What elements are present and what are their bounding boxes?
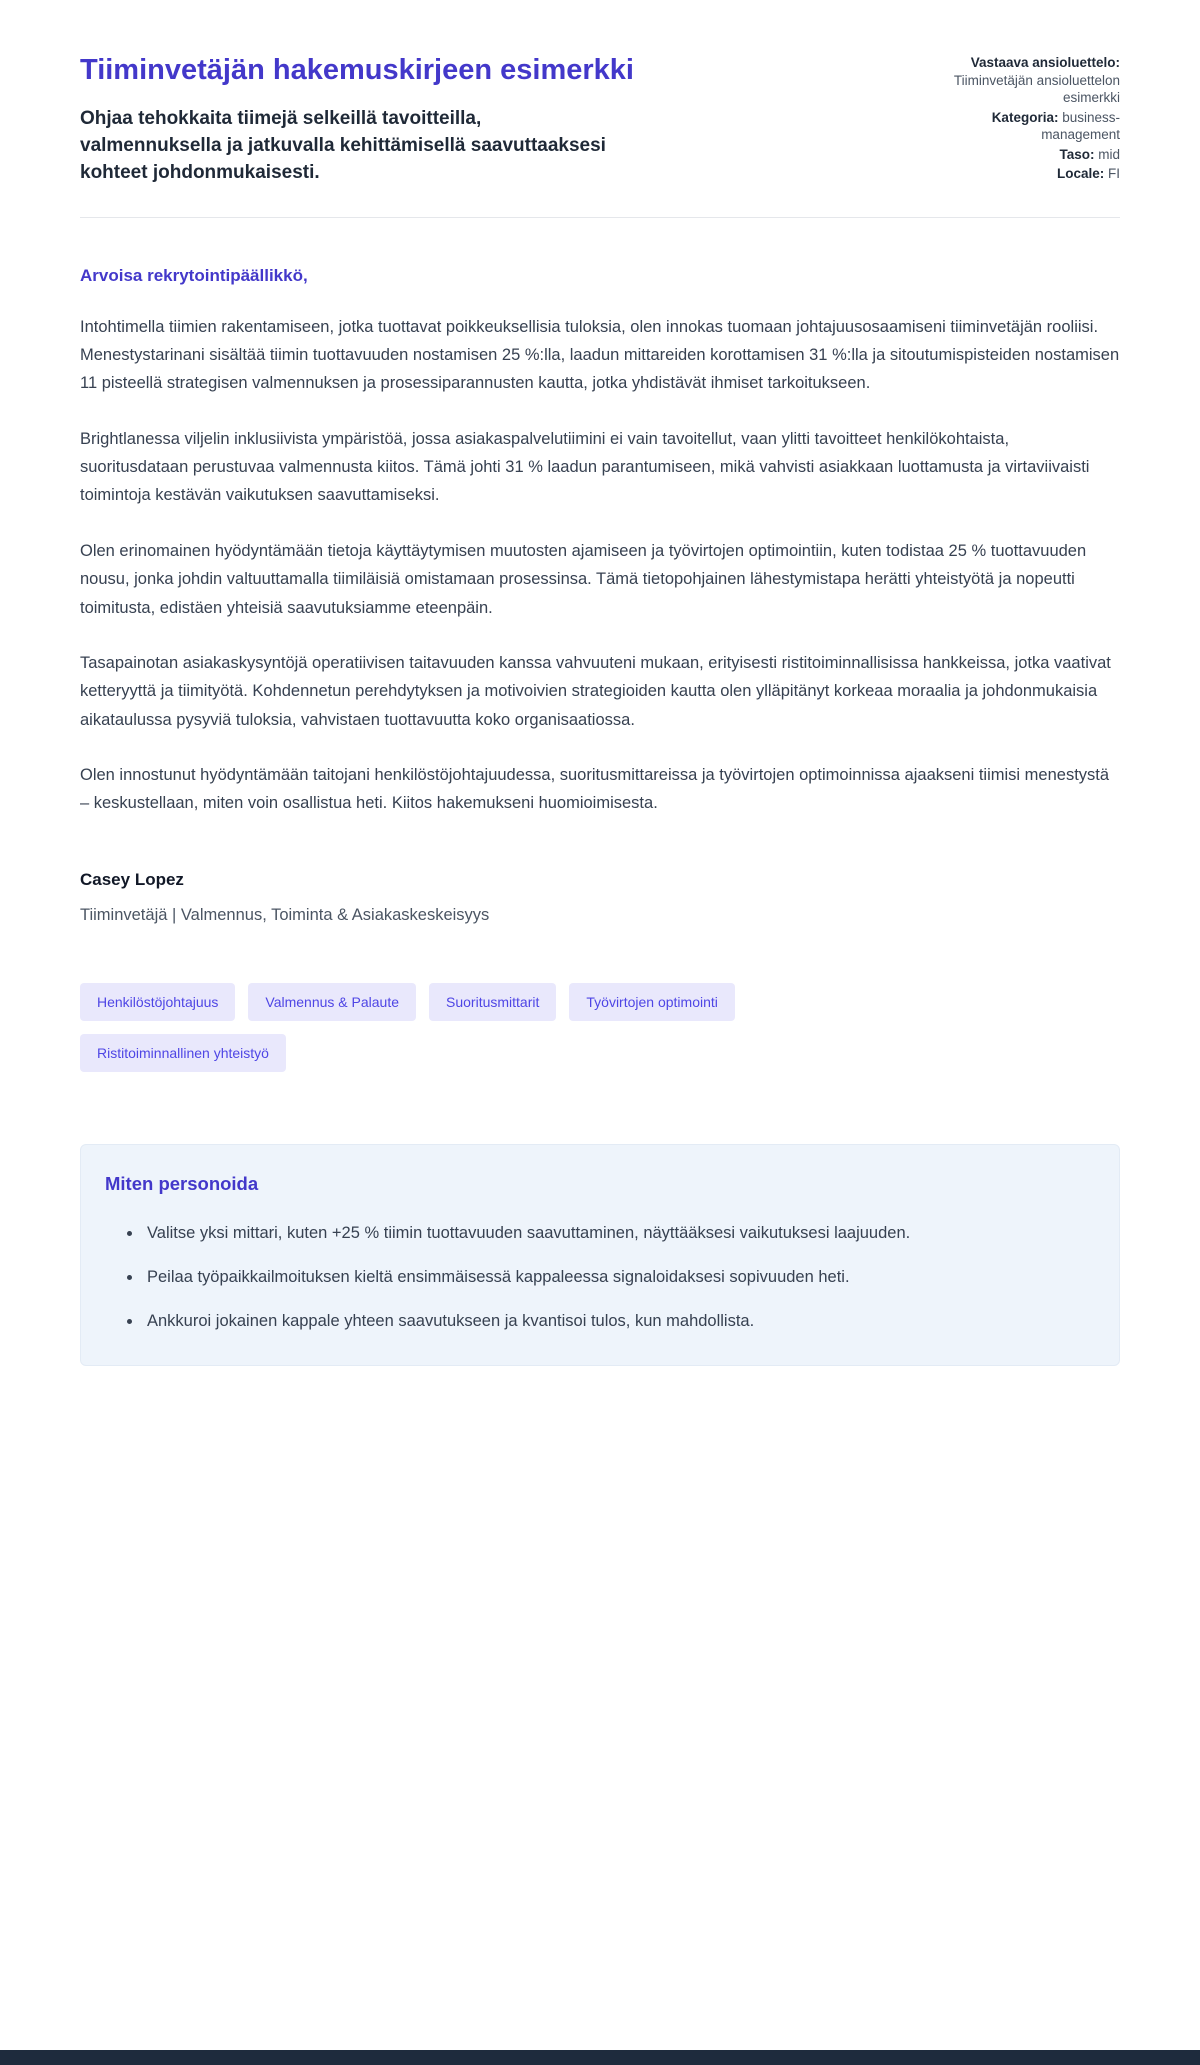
meta-item-level [920,146,1120,164]
meta-label: Locale: [1056,166,1105,182]
tag-chip: Ristitoiminnallinen yhteistyö [80,1034,286,1072]
tag-chip: Suoritusmittarit [429,983,556,1021]
letter-paragraph: Tasapainotan asiakaskysyntöjä operatiivisen taitavuuden kanssa vahvuuteni mukaan, erityisesti ristitoiminnallisissa hankkeissa, jotka vaativat ketteryyttä ja tiimityötä. Kohdennetun perehdytyksen ja motivoivien strategioiden kautta olen ylläpitänyt korkeaa moraalia ja johdonmukaisia aikataulussa pysyviä tuloksia, vahvistaen tuottavuutta koko organisaatiossa. [80,653,1111,729]
letter-paragraph: Olen innostunut hyödyntämään taitojani henkilöstöjohtajuudessa, suoritusmittareissa ja työvirtojen optimoinnissa ajaakseni tiimisi menestystä – keskustellaan, miten voin osallistua heti. Kiitos hakemukseni huomioimisesta. [80,766,1110,813]
tag-chip: Henkilöstöjohtajuus [80,983,235,1021]
page-container [80,0,1120,1366]
tag-chip: Valmennus & Palaute [248,983,416,1021]
tag-chip: Työvirtojen optimointi [569,983,735,1021]
letter-paragraph: Olen erinomainen hyödyntämään tietoja käyttäytymisen muutosten ajamiseen ja työvirtojen optimointiin, kuten todistaa 25 % tuottavuuden nousu, jonka johdin valtuuttamalla tiimiläisiä omistamaan prosessinsa. Tämä tietopohjainen lähestymistapa herätti yhteistyötä ja nopeutti toimitusta, edistäen yhteisiä saavutuksiamme eteenpäin. [80,541,1087,617]
letter-greeting: Arvoisa rekrytointipäällikkö, [80,265,308,285]
meta-label: Kategoria: [991,109,1059,125]
letter-paragraph: Brightlanessa viljelin inklusiivista ympäristöä, jossa asiakaspalvelutiimini ei vain tavoitellut, vaan ylitti tavoitteet henkilökohtaista, suoritusdataan perustuvaa valmennusta kiitos. Tämä johti 31 % laadun parantumiseen, mikä vahvisti asiakkaan luottamusta ja virtaviivaisti toimintoja kestävän vaikutuksen saavuttamiseksi. [80,429,1090,505]
tips-list [105,1219,1089,1335]
header-left [80,52,634,187]
signature-name: Casey Lopez [80,869,184,889]
header [80,52,1120,187]
meta-value: Tiiminvetäjän ansioluettelon esimerkki [953,72,1120,106]
letter-paragraph: Intohtimella tiimien rakentamiseen, jotka tuottavat poikkeuksellisia tuloksia, olen innokas tuomaan johtajuusosaamiseni tiiminvetäjän rooliisi. Menestystarinani sisältää tiimin tuottavuuden nostamisen 25 %:lla, laadun mittareiden korottamisen 31 %:lla ja sitoutumispisteiden nostamisen 11 pisteellä strategisen valmennuksen ja prosessiparannusten kautta, jotka yhdistävät ihmiset tarkoitukseen. [80,317,1120,393]
tip-item: • Peilaa työpaikkailmoituksen kieltä ensimmäisessä kappaleessa signaloidaksesi sopivuuden heti. [143,1263,1089,1291]
letter-body [80,266,1120,925]
tag-list [80,983,840,1072]
tip-item: • Valitse yksi mittari, kuten +25 % tiimin tuottavuuden saavuttaminen, näyttääksesi vaikutuksesi laajuuden. [143,1219,1089,1247]
meta-item-category [920,109,1120,144]
meta-label: Vastaava ansioluettelo: [970,55,1120,70]
meta-block [920,52,1120,185]
meta-value: FI [1108,166,1120,182]
meta-item-resume [920,54,1120,107]
personalization-tips-box [80,1144,1120,1366]
meta-value: business-management [1041,109,1120,143]
footer-bar [0,2050,1200,2065]
meta-value: mid [1098,146,1120,162]
signature-title: Tiiminvetäjä | Valmennus, Toiminta & Asiakaskeskeisyys [80,905,490,924]
tip-item: • Ankkuroi jokainen kappale yhteen saavutukseen ja kvantisoi tulos, kun mahdollista. [143,1307,1089,1335]
page-subtitle: Ohjaa tehokkaita tiimejä selkeillä tavoitteilla, valmennuksella ja jatkuvalla kehittämisellä saavuttaaksesi kohteet johdonmukaisesti. [80,107,606,183]
meta-item-locale [920,165,1120,183]
tips-title: Miten personoida [105,1172,259,1194]
meta-label: Taso: [1059,146,1095,162]
header-divider [80,217,1120,218]
page-title: Tiiminvetäjän hakemuskirjeen esimerkki [80,54,634,86]
